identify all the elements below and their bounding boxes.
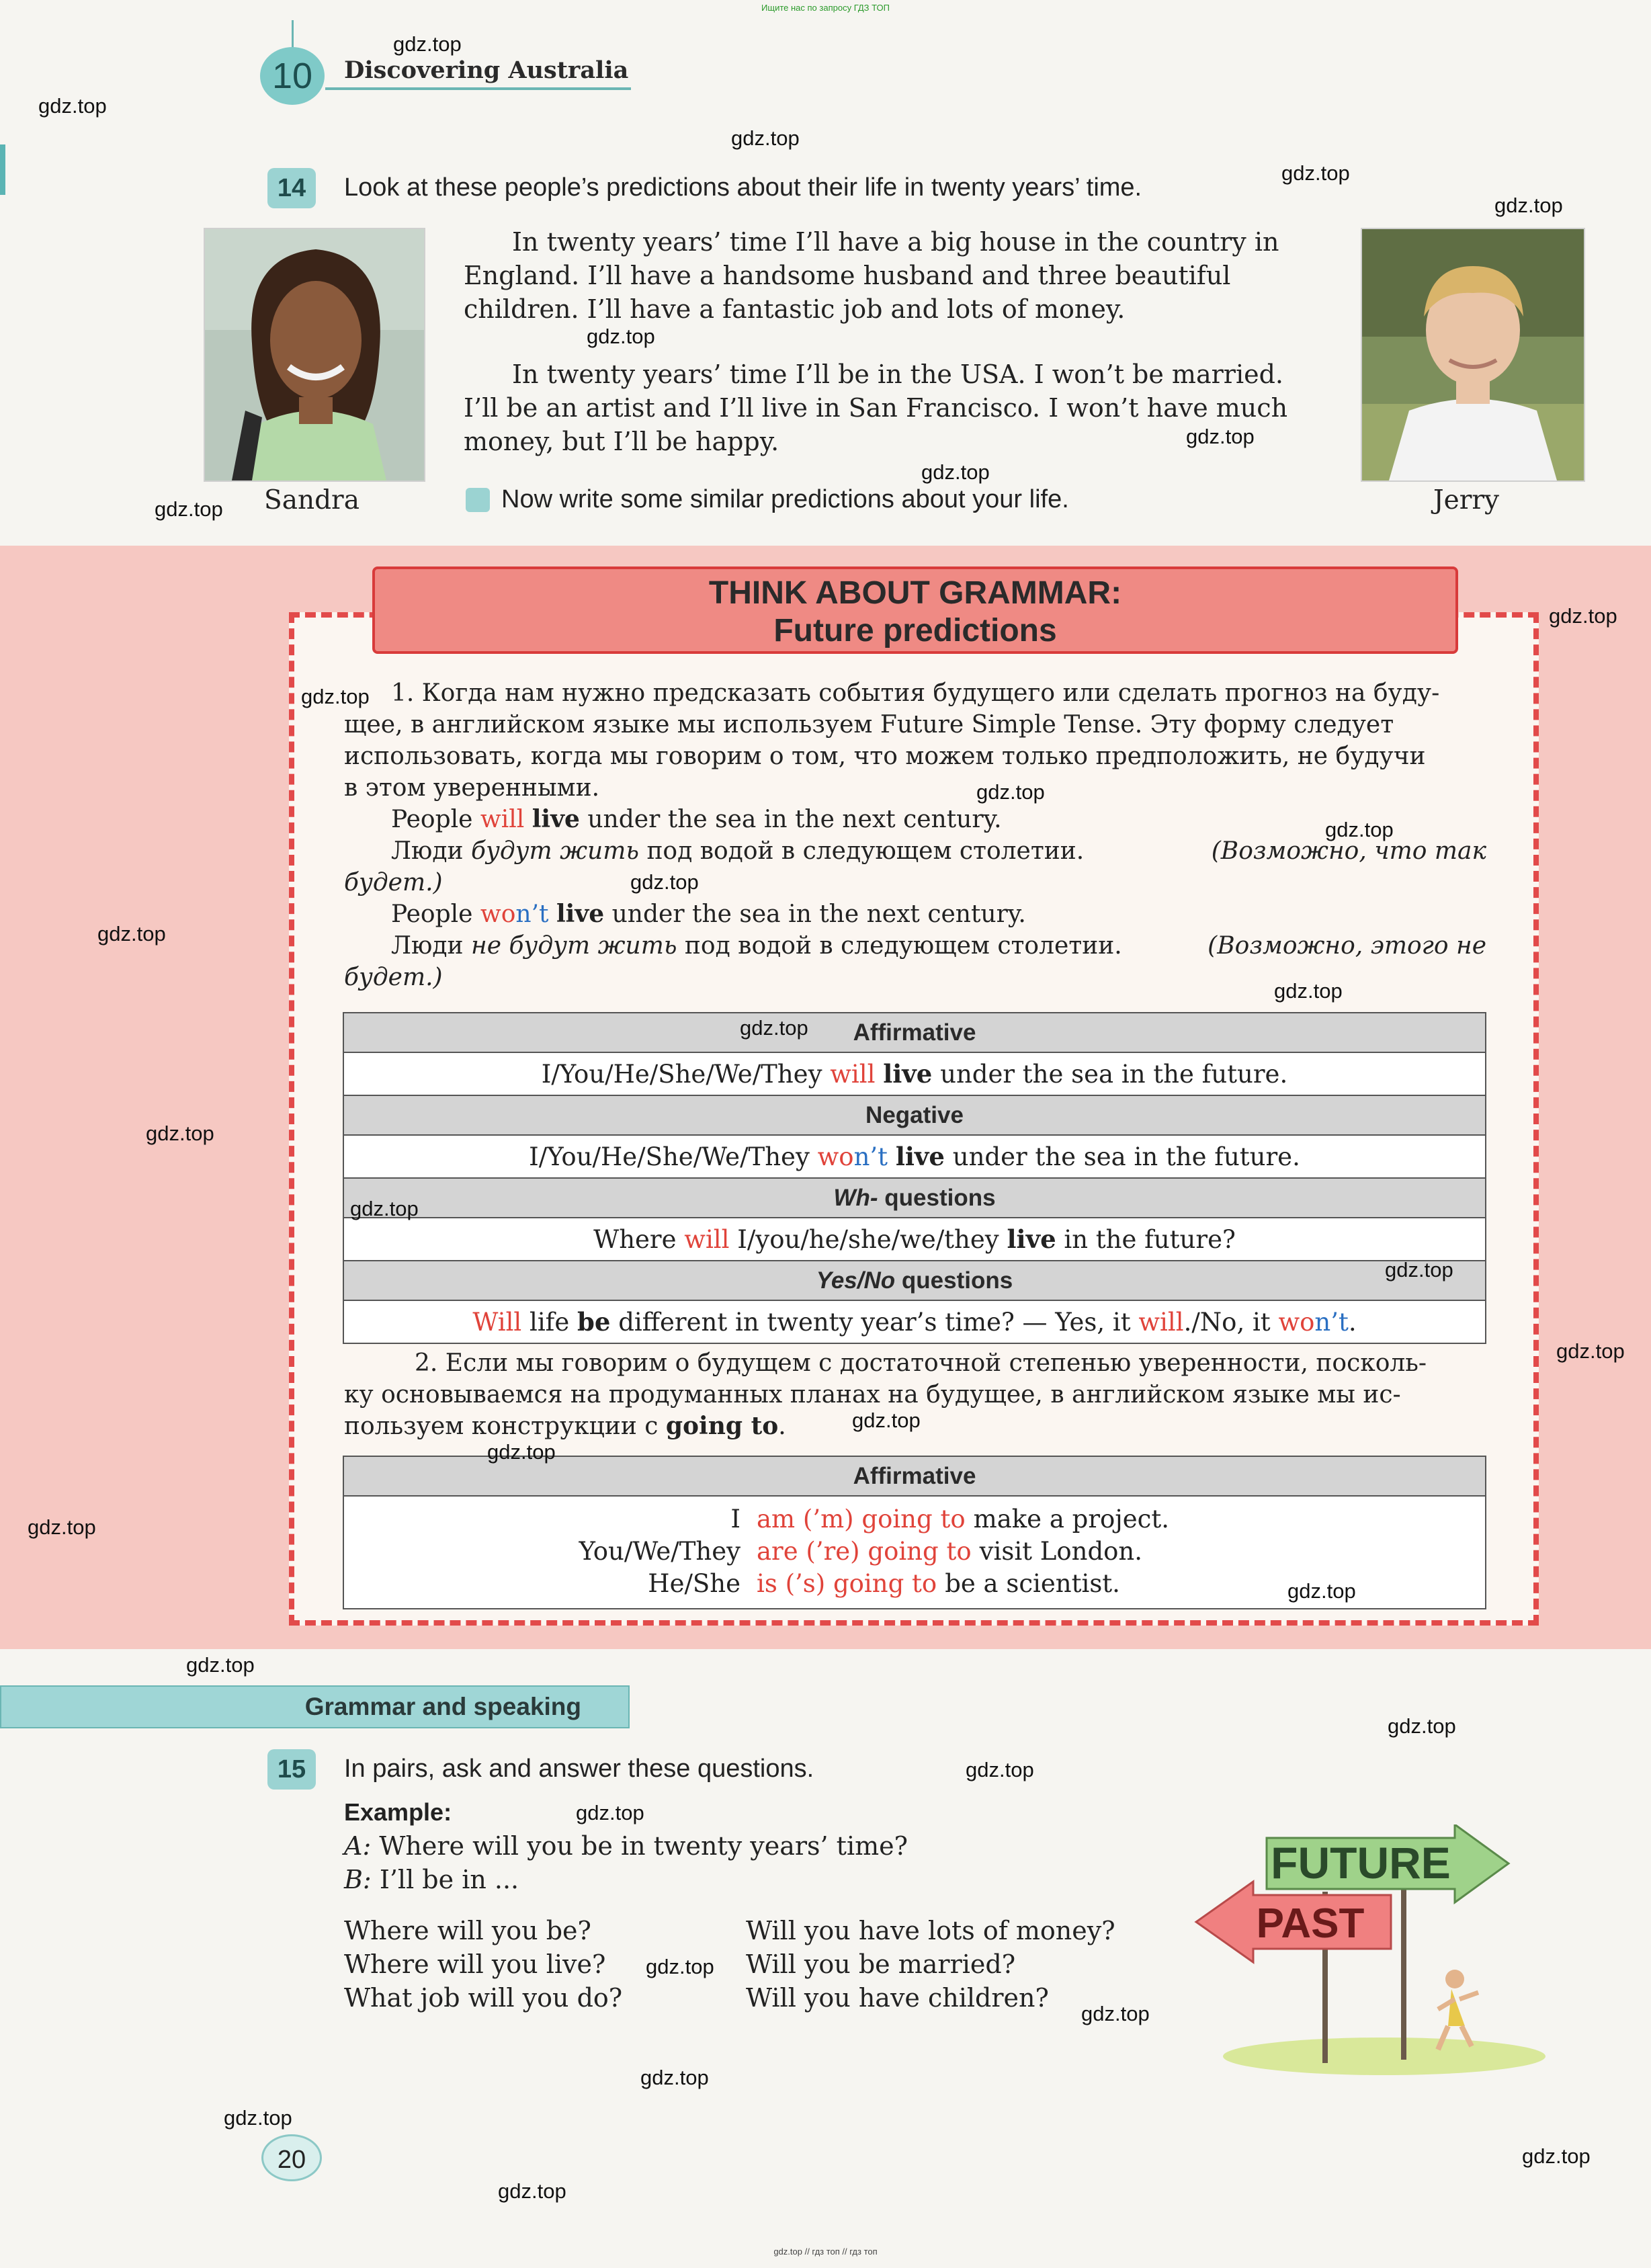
exercise-15-number: 15 [267,1749,316,1790]
exercise-14-number: 14 [267,168,316,208]
watermark: gdz.top [576,1801,644,1824]
jerry-portrait-illustration [1362,229,1584,480]
watermark: gdz.top [224,2106,292,2130]
watermark: gdz.top [1549,604,1617,628]
question: Where will you live? [344,1949,606,1979]
jerry-prediction-text: In twenty years’ time I’ll be in the USA. I won’t be married. I’ll be an artist and I’ll live in San Francisco. I won’t have much money, but I’ll be happy. [464,360,1288,456]
watermark: gdz.top [28,1515,96,1539]
table-row-affirmative: I/You/He/She/We/They will live under the sea in the future. [344,1053,1485,1096]
watermark: gdz.top [97,922,166,946]
future-simple-table [343,1012,1486,1344]
table-row-yes-no-question: Will life be different in twenty year’s time? — Yes, it will./No, it won’t. [472,1307,1357,1337]
unit-title: Discovering Australia [344,56,629,84]
watermark: gdz.top [1494,194,1563,217]
watermark: gdz.top [640,2066,709,2089]
table-header-yes-no-questions: Yes/No questions [344,1261,1485,1301]
example-label: Example: [344,1798,452,1826]
watermark: gdz.top [587,325,655,348]
example-2-translation: Люди не будут жить под водой в следующем столетии. (Возможно, этого не [391,932,1486,960]
sandra-prediction [464,225,1317,326]
rule2-line-1: 2. Если мы говорим о будущем с достаточной степенью уверенности, посколь- [415,1349,1427,1377]
jerry-caption: Jerry [1433,485,1500,515]
going-to-row: I am (’m) going to make a project. [730,1505,1170,1534]
section-grammar-speaking: Grammar and speaking [0,1685,630,1728]
watermark: gdz.top [1281,161,1350,185]
rule1-line-1: 1. Когда нам нужно предсказать события будущего или сделать прогноз на буду- [391,679,1440,707]
sandra-caption: Sandra [264,485,359,515]
page-number: 20 [261,2134,322,2181]
example-1-note-end: будет.) [344,869,443,896]
unit-underline [325,87,631,90]
watermark: gdz.top [1186,425,1255,448]
exercise-14-instruction: Look at these people’s predictions about their life in twenty years’ time. [344,173,1142,202]
exercise-14-task: Now write some similar predictions about your life. [501,485,1069,513]
jerry-photo [1361,228,1585,482]
example-1: People will live under the sea in the next century. [391,805,1002,833]
rule1-line-3: использовать, когда мы говорим о том, что можем только предположить, не будучи [344,743,1426,770]
future-sign-label: FUTURE [1271,1838,1451,1888]
question: Will you have lots of money? [746,1916,1115,1945]
watermark: gdz.top [1388,1714,1456,1738]
writing-task-icon [466,488,490,512]
sandra-portrait-illustration [205,229,424,480]
watermark: gdz.top [350,1197,419,1220]
watermark: gdz.top [146,1122,214,1145]
grammar-rule-1 [344,677,1486,993]
watermark: gdz.top [393,32,462,56]
table-header-affirmative: Affirmative [344,1013,1485,1053]
watermark: gdz.top [1385,1258,1453,1282]
watermark: gdz.top [921,460,990,484]
example-b-line: B: I’ll be in ... [344,1865,519,1894]
watermark: gdz.top [852,1409,921,1432]
watermark: gdz.top [1274,979,1343,1003]
watermark: gdz.top [186,1653,255,1677]
table-header-negative: Negative [344,1096,1485,1136]
watermark: gdz.top [487,1440,556,1464]
example-2-note-end: будет.) [344,964,443,991]
sandra-photo [204,228,425,482]
unit-divider [292,20,294,48]
side-accent-strip [0,144,5,195]
top-banner[interactable]: Ищите нас по запросу ГДЗ ТОП [761,3,890,13]
question: What job will you do? [344,1983,623,2013]
rule2-line-3: пользуем конструкции с going to. [344,1412,786,1440]
rule1-line-4: в этом уверенными. [344,774,600,802]
watermark: gdz.top [1522,2144,1591,2168]
example-2: People won’t live under the sea in the next century. [391,900,1026,928]
going-to-header-affirmative: Affirmative [344,1457,1485,1497]
watermark: gdz.top [646,1955,714,1978]
watermark: gdz.top [1325,818,1394,841]
watermark: gdz.top [1556,1339,1625,1363]
table-row-wh-question: Where will I/you/he/she/we/they live in the future? [344,1218,1485,1261]
unit-number-badge: 10 [260,47,325,105]
watermark: gdz.top [498,2179,566,2203]
watermark: gdz.top [966,1758,1034,1781]
question: Will you be married? [746,1949,1016,1979]
questions-right [746,1914,1115,2015]
grammar-title [372,566,1458,654]
grammar-title-line2: Future predictions [773,613,1057,648]
watermark: gdz.top [976,780,1045,804]
sandra-prediction-text: In twenty years’ time I’ll have a big house in the country in England. I’ll have a handsome husband and three beautiful children. I’ll have a fantastic job and lots of money. [464,227,1279,324]
watermark: gdz.top [740,1016,808,1040]
questions-left [344,1914,622,2015]
watermark: gdz.top [1081,2002,1150,2025]
watermark: gdz.top [301,685,370,708]
rule2-line-2: ку основываемся на продуманных планах на будущее, в английском языке мы ис- [344,1381,1401,1409]
past-sign-label: PAST [1256,1900,1365,1947]
watermark: gdz.top [38,94,107,118]
going-to-row: He/She is (’s) going to be a scientist. [648,1569,1120,1598]
question: Where will you be? [344,1916,591,1945]
watermark: gdz.top [630,870,699,894]
table-row-negative: I/You/He/She/We/They won’t live under the sea in the future. [344,1136,1485,1179]
watermark: gdz.top [1287,1579,1356,1603]
rule1-line-2: щее, в английском языке мы используем Future Simple Tense. Эту форму следует [344,711,1394,739]
bottom-banner[interactable]: gdz.top // гдз топ // гдз топ [773,2246,878,2257]
watermark: gdz.top [155,497,223,521]
example-a-line: A: Where will you be in twenty years’ time? [344,1831,908,1861]
question: Will you have children? [746,1983,1049,2013]
exercise-15-instruction: In pairs, ask and answer these questions. [344,1755,814,1783]
example-1-translation: Люди будут жить под водой в следующем столетии. (Возможно, что так [391,837,1486,865]
grammar-title-line1: THINK ABOUT GRAMMAR: [708,575,1122,611]
going-to-row: You/We/They are (’re) going to visit London. [579,1537,1143,1566]
table-header-wh-questions: Wh- questions [344,1179,1485,1218]
future-past-signpost [1183,1824,1559,2080]
watermark: gdz.top [731,126,800,150]
